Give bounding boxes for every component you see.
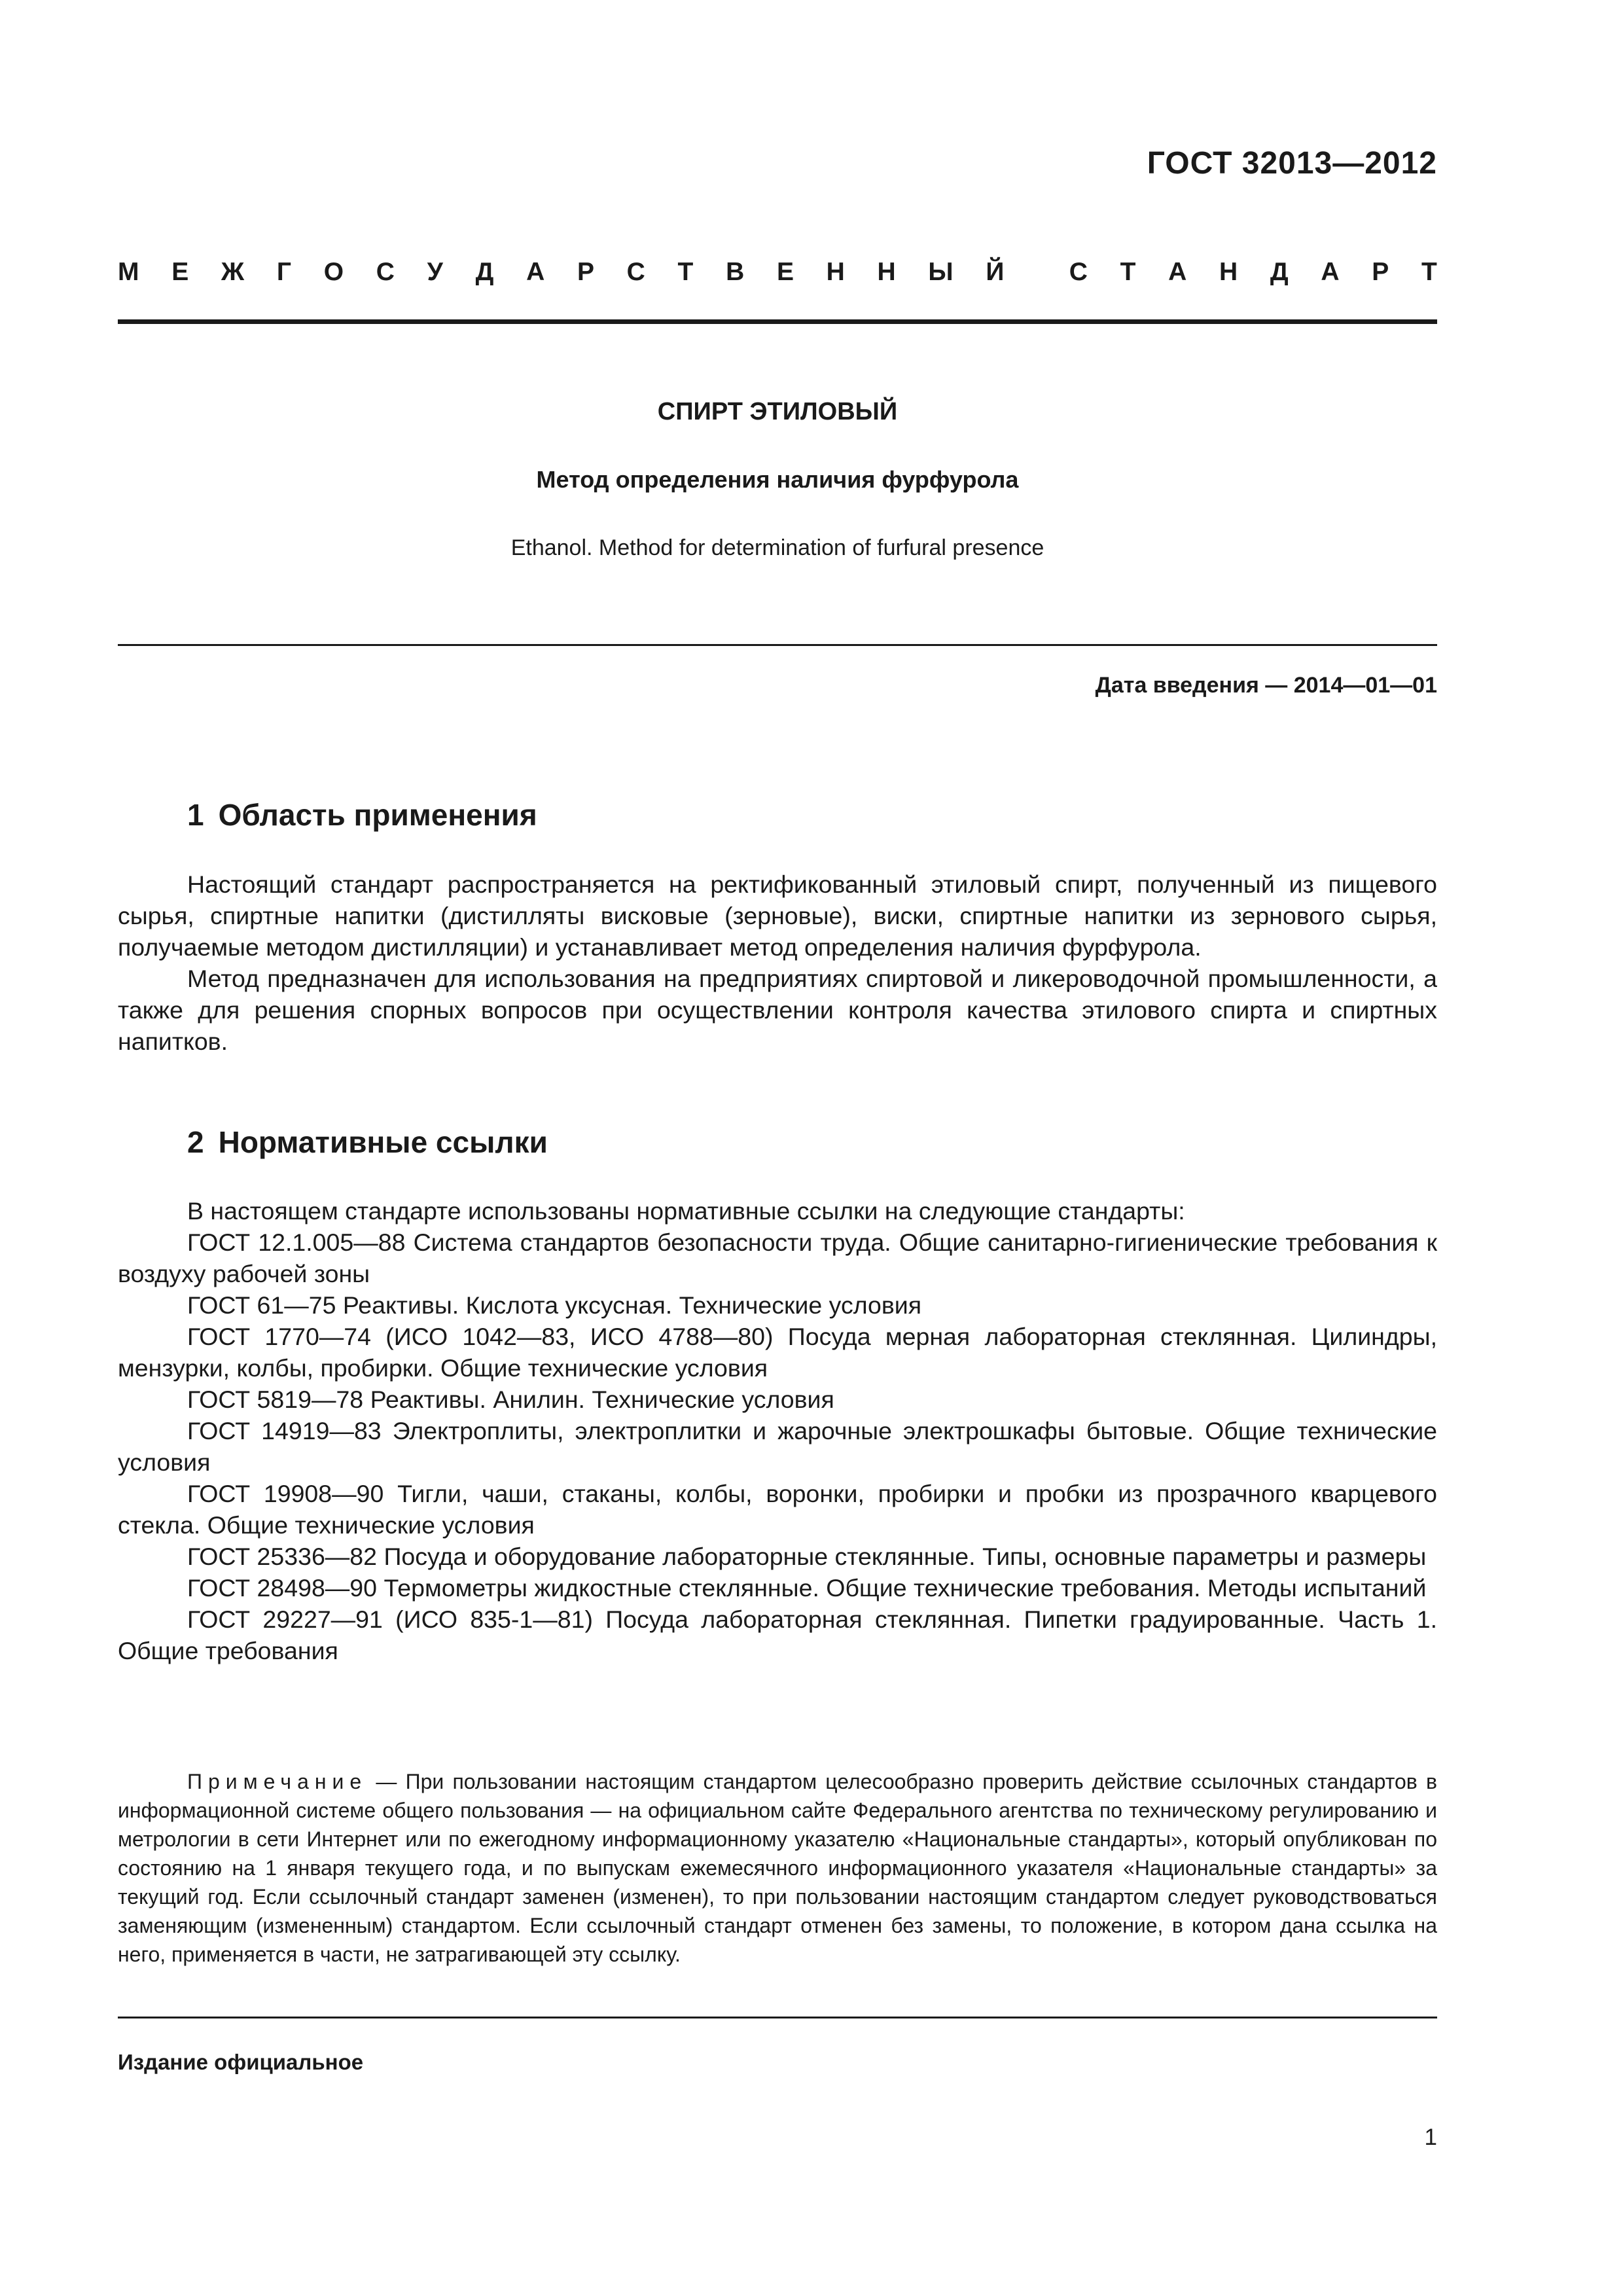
banner-letter: У (427, 258, 443, 286)
document-subtitle: Метод определения наличия фурфурола (536, 466, 1019, 493)
banner-letter: Т (677, 258, 694, 286)
standard-code: ГОСТ 32013—2012 (1147, 146, 1437, 181)
document-page (118, 0, 1437, 2296)
banner-letter: Н (1219, 258, 1238, 286)
banner-letter: Г (276, 258, 291, 286)
note-text: — При пользовании настоящим стандартом целесообразно проверить действие ссылочных стандартов в информационной системе общего пользования — на официальном сайте Федерального агентства по техническому регулированию и метрологии в сети Интернет или по ежегодному информационному указателю «Национальные стандарты», который опубликован по состоянию на 1 января текущего года, и по выпускам ежемесячного информационного указателя «Национальные стандарты» за текущий год. Если ссылочный стандарт заменен (изменен), то при пользовании настоящим стандартом следует руководствоваться заменяющим (измененным) стандартом. Если ссылочный стандарт отменен без замены, то положение, в котором дана ссылка на него, применяется в части, не затрагивающей эту ссылку. (118, 1770, 1437, 1966)
note-label: Примечание (187, 1770, 368, 1793)
title-divider (118, 644, 1437, 646)
reference-item: ГОСТ 19908—90 Тигли, чаши, стаканы, колбы, воронки, пробирки и пробки из прозрачного кварцевого стекла. Общие технические условия (118, 1480, 1437, 1539)
banner-letter: Е (171, 258, 189, 286)
header-divider (118, 319, 1437, 324)
reference-item: ГОСТ 12.1.005—88 Система стандартов безопасности труда. Общие санитарно-гигиенические требования к воздуху рабочей зоны (118, 1229, 1437, 1287)
banner-letter: А (1168, 258, 1187, 286)
banner-letter: С (626, 258, 645, 286)
paragraph: В настоящем стандарте использованы нормативные ссылки на следующие стандарты: (187, 1197, 1185, 1225)
reference-item: ГОСТ 25336—82 Посуда и оборудование лабораторные стеклянные. Типы, основные параметры и размеры (187, 1543, 1427, 1570)
banner-letter: Е (776, 258, 794, 286)
official-edition-label: Издание официальное (118, 2050, 364, 2074)
introduction-date: Дата введения — 2014—01—01 (1095, 673, 1437, 698)
section-number: 1 (187, 798, 204, 832)
banner-letter: Д (1270, 258, 1289, 286)
banner-letter: Т (1421, 258, 1437, 286)
standard-type-banner (118, 258, 1437, 287)
banner-letter: Р (577, 258, 594, 286)
page-number: 1 (1424, 2125, 1437, 2150)
banner-letter: Н (877, 258, 896, 286)
reference-item: ГОСТ 29227—91 (ИСО 835-1—81) Посуда лабораторная стеклянная. Пипетки градуированные. Часть 1. Общие требования (118, 1605, 1437, 1664)
section-heading-scope (187, 797, 537, 833)
reference-item: ГОСТ 14919—83 Электроплиты, электроплитки и жарочные электрошкафы бытовые. Общие технические условия (118, 1417, 1437, 1476)
section-title: Область применения (218, 798, 537, 832)
banner-letter: Й (986, 258, 1005, 286)
document-title: СПИРТ ЭТИЛОВЫЙ (657, 398, 898, 425)
section-title: Нормативные ссылки (218, 1125, 548, 1159)
banner-letter: Р (1372, 258, 1389, 286)
banner-letter: С (376, 258, 395, 286)
banner-letter: Д (475, 258, 494, 286)
banner-letter: Ж (221, 258, 245, 286)
reference-item: ГОСТ 5819—78 Реактивы. Анилин. Технические условия (187, 1386, 834, 1413)
document-title-english: Ethanol. Method for determination of furfural presence (510, 535, 1044, 560)
footer-divider (118, 2017, 1437, 2018)
banner-letter: А (1321, 258, 1340, 286)
paragraph: Метод предназначен для использования на предприятиях спиртовой и ликероводочной промышленности, а также для решения спорных вопросов при осуществлении контроля качества этилового спирта и спиртных напитков. (118, 965, 1437, 1055)
banner-letter: С (1069, 258, 1088, 286)
note-paragraph (118, 1767, 1437, 1969)
banner-letter: О (323, 258, 344, 286)
section-heading-normative-references (187, 1124, 548, 1160)
section-body-scope (118, 869, 1437, 1057)
banner-letter: М (118, 258, 139, 286)
banner-letter: В (726, 258, 745, 286)
banner-letter: Н (826, 258, 845, 286)
reference-item: ГОСТ 1770—74 (ИСО 1042—83, ИСО 4788—80) Посуда мерная лабораторная стеклянная. Цилиндры, мензурки, колбы, пробирки. Общие технические условия (118, 1323, 1437, 1382)
paragraph: Настоящий стандарт распространяется на ректификованный этиловый спирт, полученный из пищевого сырья, спиртные напитки (дистилляты висковые (зерновые), виски, спиртные напитки из зернового сырья, получаемые методом дистилляции) и устанавливает метод определения наличия фурфурола. (118, 870, 1437, 961)
banner-letter: Ы (928, 258, 954, 286)
banner-letter: А (526, 258, 545, 286)
reference-item: ГОСТ 61—75 Реактивы. Кислота уксусная. Технические условия (187, 1291, 922, 1319)
section-body-normative-references (118, 1195, 1437, 1666)
reference-item: ГОСТ 28498—90 Термометры жидкостные стеклянные. Общие технические требования. Методы испытаний (187, 1574, 1427, 1602)
section-number: 2 (187, 1125, 204, 1159)
banner-letter: Т (1120, 258, 1136, 286)
